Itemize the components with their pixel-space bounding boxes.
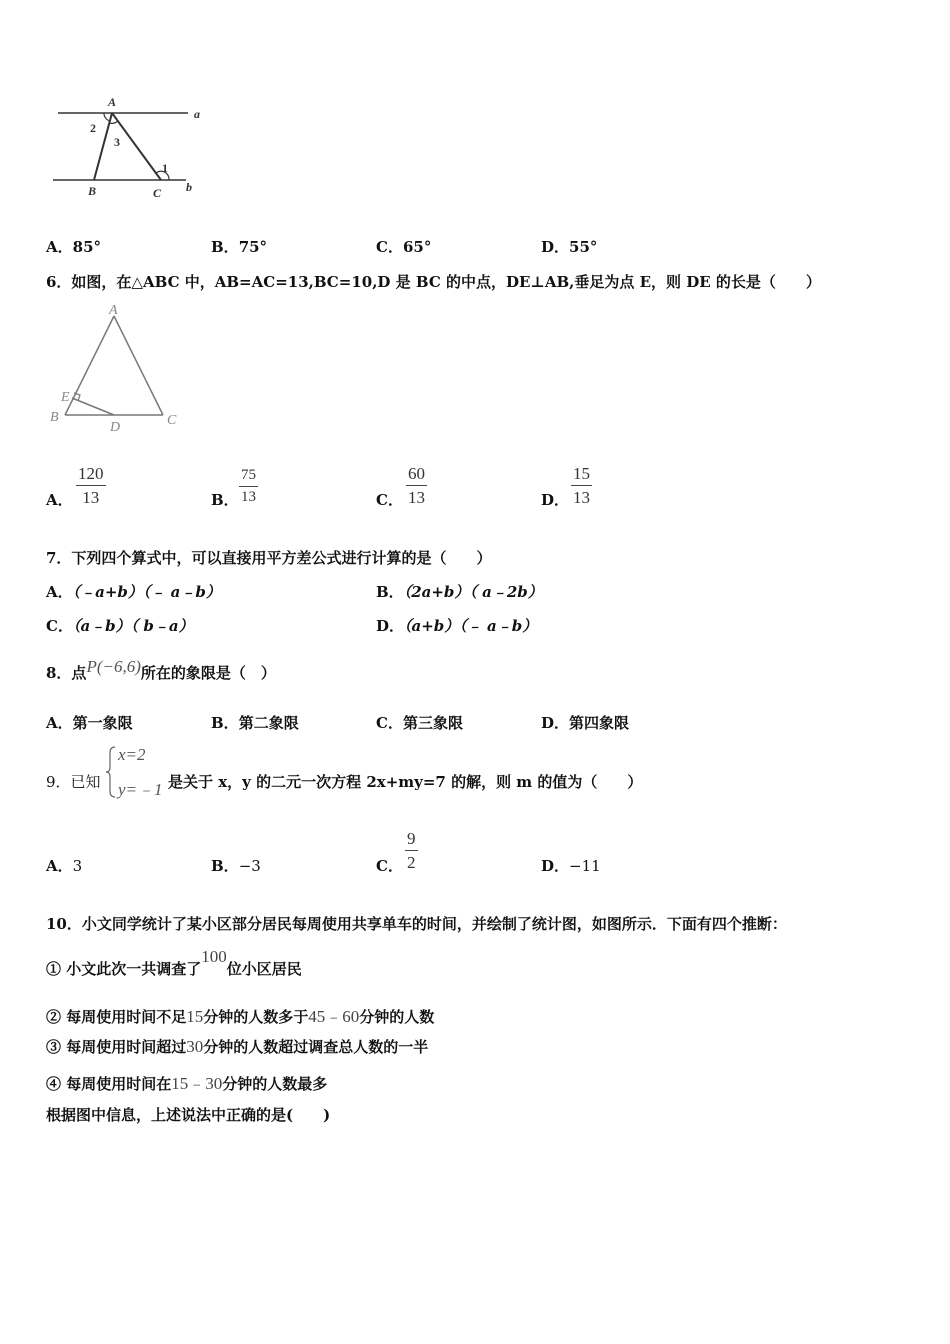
label-1: 1 <box>162 161 168 175</box>
numerator: 60 <box>408 464 425 483</box>
q9-system-brace <box>104 745 118 799</box>
label-B: B <box>50 410 59 425</box>
option-text: −3 <box>238 857 261 875</box>
statement-text: 分钟的人数 <box>359 1008 435 1026</box>
q7-option-d[interactable] <box>376 615 537 636</box>
option-text: 第三象限 <box>402 714 463 732</box>
q8-stem <box>46 656 276 682</box>
statement-number: 15 <box>186 1007 204 1026</box>
q6-option-d-fraction <box>571 465 592 506</box>
option-letter: C． <box>376 714 403 732</box>
label-3: 3 <box>114 135 120 149</box>
label-A: A <box>109 303 118 318</box>
statement-text: 分钟的人数超过调查总人数的一半 <box>203 1038 429 1056</box>
q9-system-line1: x=2 <box>118 745 146 764</box>
q8-point: P(−6,6) <box>86 657 141 676</box>
statement-range: 15﹣30 <box>171 1074 223 1093</box>
q8-option-c[interactable] <box>376 712 463 733</box>
option-letter: D． <box>376 617 405 635</box>
q5-option-a[interactable] <box>46 236 101 257</box>
q7-option-a[interactable] <box>46 581 221 602</box>
option-letter: D． <box>541 857 570 875</box>
q6-option-a-letter[interactable]: A． <box>46 491 73 509</box>
label-C: C <box>167 413 177 428</box>
segment-AC <box>114 316 163 415</box>
denominator: 13 <box>241 489 256 505</box>
statement-text: 分钟的人数最多 <box>222 1075 328 1093</box>
option-letter: A． <box>46 583 73 601</box>
statement-text: ① 小文此次一共调查了 <box>46 960 202 978</box>
q6-stem: 6．如图，在△ABC 中，AB=AC=13,BC=10,D 是 BC 的中点，DE⊥AB,垂足为点 E，则 DE 的长是（ ） <box>46 273 821 291</box>
q8-option-d[interactable] <box>541 712 629 733</box>
option-letter: A． <box>46 857 73 875</box>
q10-statement-3 <box>46 1036 428 1057</box>
option-text: 第四象限 <box>569 714 630 732</box>
option-text: （2a+b）（ a﹣2b） <box>403 583 543 601</box>
option-text: 85° <box>72 238 102 256</box>
label-2: 2 <box>90 121 96 135</box>
option-text: （a+b）（﹣ a﹣b） <box>404 617 538 635</box>
q6-option-b-letter[interactable]: B． <box>211 491 239 509</box>
q8-option-b[interactable] <box>211 712 299 733</box>
q9-option-c-letter[interactable]: C． <box>376 857 403 875</box>
q7-option-b[interactable] <box>376 581 543 602</box>
q8-stem-pre: 8．点 <box>46 664 87 682</box>
label-A: A <box>108 95 117 109</box>
q10-stem: 10．小文同学统计了某小区部分居民每周使用共享单车的时间，并绘制了统计图，如图所示．下面有四个推断： <box>46 915 787 933</box>
q6-option-c-fraction <box>406 465 427 506</box>
label-D: D <box>110 420 121 435</box>
denominator: 2 <box>407 853 416 872</box>
q9-option-d[interactable] <box>541 855 601 876</box>
angle-arc-2 <box>104 113 110 121</box>
label-E: E <box>61 390 70 405</box>
q5-option-b[interactable] <box>211 236 267 257</box>
option-text: 65° <box>402 238 432 256</box>
label-C: C <box>153 186 162 200</box>
option-letter: A． <box>46 714 73 732</box>
q7-option-c[interactable] <box>46 615 194 636</box>
q9-system-line2: y=﹣1 <box>118 780 163 799</box>
numerator: 15 <box>573 464 590 483</box>
numerator: 120 <box>78 464 104 483</box>
denominator: 13 <box>408 488 425 507</box>
q10-statement-1 <box>46 946 302 978</box>
label-B: B <box>88 184 97 198</box>
q5-option-d[interactable] <box>541 236 597 257</box>
q10-statement-2 <box>46 1002 434 1027</box>
option-letter: C． <box>46 617 73 635</box>
option-text: （a﹣b）（ b﹣a） <box>72 617 194 635</box>
option-letter: A． <box>46 238 73 256</box>
statement-number: 30 <box>186 1037 204 1056</box>
q9-stem-pre: 9．已知 <box>46 773 101 791</box>
label-a: a <box>194 107 200 121</box>
q6-option-a-fraction <box>76 465 106 506</box>
q6-figure <box>46 300 196 435</box>
q9-stem-post: 是关于 x，y 的二元一次方程 2x+my=7 的解，则 m 的值为（ ） <box>168 773 643 791</box>
label-b: b <box>186 180 192 194</box>
statement-text: 分钟的人数多于 <box>203 1008 309 1026</box>
option-text: （﹣a+b）（﹣ a﹣b） <box>72 583 221 601</box>
option-letter: B． <box>211 857 239 875</box>
option-text: 75° <box>238 238 268 256</box>
numerator: 75 <box>241 467 256 483</box>
q8-stem-post: 所在的象限是（ ） <box>140 664 276 682</box>
statement-text: ③ 每周使用时间超过 <box>46 1038 187 1056</box>
q8-option-a[interactable] <box>46 712 133 733</box>
q9-option-a[interactable] <box>46 855 82 876</box>
q9-option-b[interactable] <box>211 855 261 876</box>
q10-question: 根据图中信息，上述说法中正确的是( ) <box>46 1106 331 1124</box>
statement-number: 100 <box>201 947 227 966</box>
option-letter: B． <box>376 583 404 601</box>
option-text: 55° <box>569 238 598 256</box>
denominator: 13 <box>82 488 100 507</box>
statement-text: ④ 每周使用时间在 <box>46 1075 172 1093</box>
option-letter: D． <box>541 714 570 732</box>
numerator: 9 <box>407 829 416 848</box>
option-letter: B． <box>211 714 239 732</box>
segment-AB <box>65 316 114 415</box>
statement-range: 45﹣60 <box>308 1007 360 1026</box>
q5-figure <box>48 92 218 202</box>
statement-text: 位小区居民 <box>226 960 302 978</box>
option-text: −11 <box>569 857 601 875</box>
q9-option-c-fraction <box>405 830 418 871</box>
q10-statement-4 <box>46 1069 327 1094</box>
option-text: 3 <box>72 857 83 875</box>
option-text: 第二象限 <box>238 714 299 732</box>
option-text: 第一象限 <box>72 714 133 732</box>
q5-option-c[interactable] <box>376 236 431 257</box>
statement-text: ② 每周使用时间不足 <box>46 1008 187 1026</box>
q6-option-b-fraction <box>239 468 258 505</box>
q7-stem: 7．下列四个算式中，可以直接用平方差公式进行计算的是（ ） <box>46 549 492 567</box>
q6-option-c-letter[interactable]: C． <box>376 491 403 509</box>
option-letter: C． <box>376 238 403 256</box>
option-letter: D． <box>541 238 570 256</box>
option-letter: B． <box>211 238 239 256</box>
q6-option-d-letter[interactable]: D． <box>541 491 570 509</box>
denominator: 13 <box>573 488 590 507</box>
